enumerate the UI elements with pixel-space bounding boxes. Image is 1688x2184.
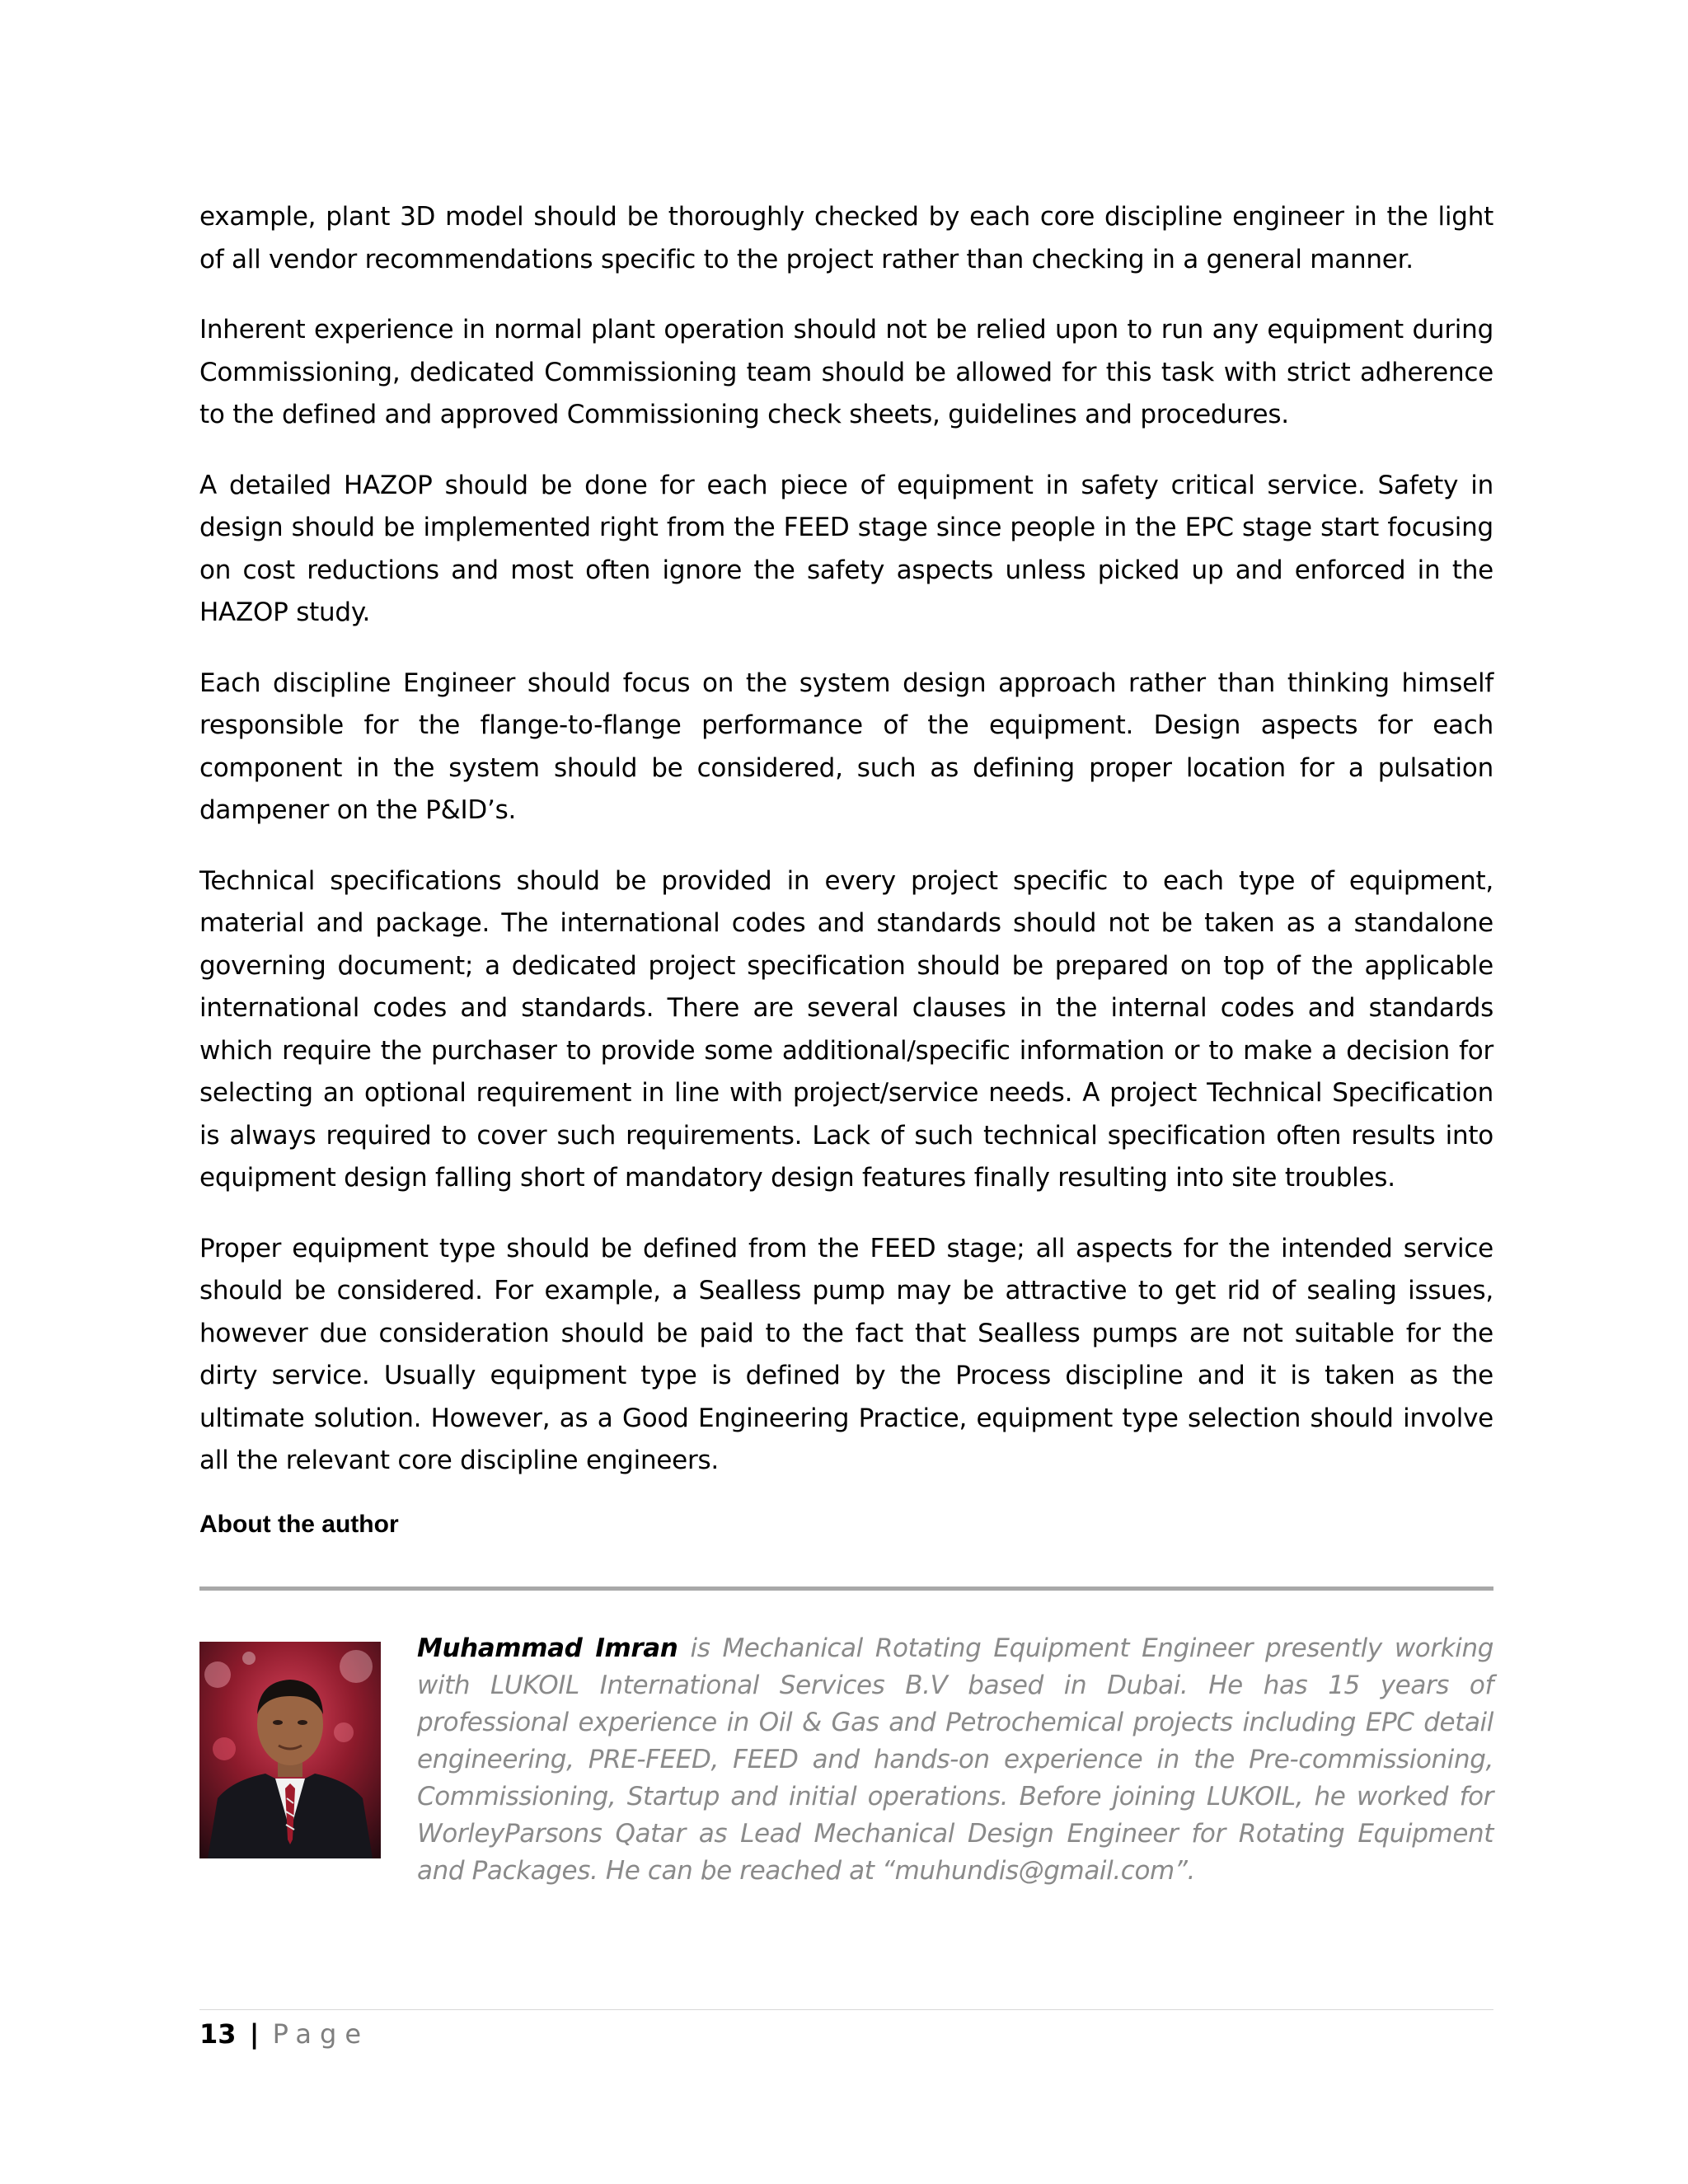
about-author-heading: About the author <box>199 1511 399 1538</box>
section-divider <box>199 1586 1493 1591</box>
page-number: 13 <box>199 2018 237 2050</box>
paragraph-system-design: Each discipline Engineer should focus on the system design approach rather than thinking himself responsible for the flange-to-flange performance of the equipment. Design aspects for each component in the system should be considered, such as defining proper location for a pulsation dampener on the P&ID’s. <box>199 668 1493 825</box>
page-footer <box>199 2014 369 2054</box>
paragraph-hazop: A detailed HAZOP should be done for each piece of equipment in safety critical service. Safety in design should be implemented right from the FEED stage since people in the EPC stage start focusing on cost reductions and most often ignore the safety aspects unless picked up and enforced in the HAZOP study. <box>199 470 1493 627</box>
body-text <box>199 196 1493 1511</box>
paragraph-equipment-type: Proper equipment type should be defined from the FEED stage; all aspects for the intended service should be considered. For example, a Sealless pump may be attractive to get rid of sealing issues, however due consideration should be paid to the fact that Sealless pumps are not suitable for the dirty service. Usually equipment type is defined by the Process discipline and it is taken as the ultimate solution. However, as a Good Engineering Practice, equipment type selection should involve all the relevant core discipline engineers. <box>199 1233 1493 1475</box>
footer-separator: | <box>249 2018 260 2050</box>
paragraph-model-checking: example, plant 3D model should be thoroughly checked by each core discipline engineer in the light of all vendor recommendations specific to the project rather than checking in a general manner. <box>199 202 1493 274</box>
author-name: Muhammad Imran <box>417 1633 678 1663</box>
author-photo <box>199 1642 381 1858</box>
footer-divider <box>199 2009 1493 2010</box>
paragraph-technical-specifications: Technical specifications should be provided in every project specific to each type of equipment, material and package. The international codes and standards should not be taken as a standalone governing document; a dedicated project specification should be prepared on top of the applicable international codes and standards. There are several clauses in the internal codes and standards which require the purchaser to provide some additional/specific information or to make a decision for selecting an optional requirement in line with project/service needs. A project Technical Specification is always required to cover such requirements. Lack of such technical specification often results into equipment design falling short of mandatory design features finally resulting into site troubles. <box>199 865 1493 1193</box>
author-bio-text: is Mechanical Rotating Equipment Engineer presently working with LUKOIL International Services B.V based in Dubai. He has 15 years of professional experience in Oil & Gas and Petrochemical projects including EPC detail engineering, PRE-FEED, FEED and hands-on experience in the Pre-commissioning, Commissioning, Startup and initial operations. Before joining LUKOIL, he worked for WorleyParsons Qatar as Lead Mechanical Design Engineer for Rotating Equipment and Packages. He can be reached at “muhundis@gmail.com”. <box>417 1633 1493 1886</box>
page-label: Page <box>272 2018 370 2050</box>
paragraph-commissioning: Inherent experience in normal plant operation should not be relied upon to run any equipment during Commissioning, dedicated Commissioning team should be allowed for this task with strict adherence to the defined and approved Commissioning check sheets, guidelines and procedures. <box>199 315 1493 429</box>
author-bio <box>417 1630 1493 1890</box>
